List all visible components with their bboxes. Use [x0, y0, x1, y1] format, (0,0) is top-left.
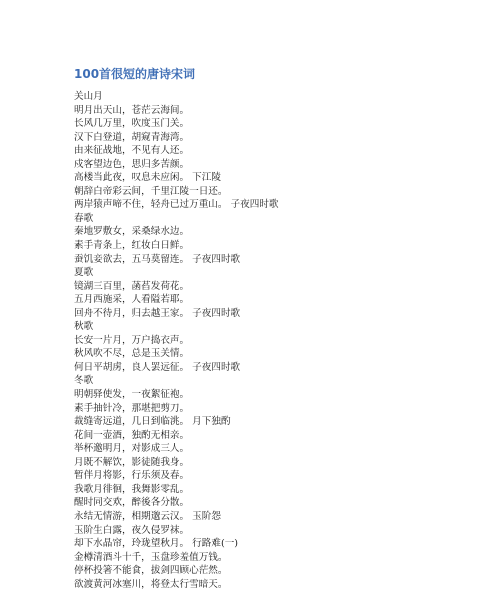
- document-title: 100首很短的唐诗宋词: [74, 67, 196, 81]
- poem-line: 戍客望边色，思归多苦颜。: [74, 158, 190, 170]
- poem-line: 素手青条上，红妆白日鲜。: [74, 240, 190, 252]
- poem-line: 春歌: [74, 212, 94, 224]
- poem-line: 举杯邀明月，对影成三人。: [74, 443, 190, 455]
- poem-line: 高楼当此夜，叹息未应闲。 下江陵: [74, 172, 221, 184]
- poem-line: 长风几万里，吹度玉门关。: [74, 118, 190, 130]
- poem-line: 由来征战地，不见有人还。: [74, 145, 190, 157]
- poem-line: 长安一片月，万户捣衣声。: [74, 334, 190, 346]
- poem-text-body: [74, 90, 279, 591]
- poem-line: 秦地罗敷女，采桑绿水边。: [74, 226, 190, 238]
- poem-line: 冬歌: [74, 375, 94, 387]
- poem-line: 暂伴月将影，行乐须及春。: [74, 470, 190, 482]
- poem-line: 关山月: [74, 91, 103, 102]
- poem-line: 停杯投箸不能食，拔剑四顾心茫然。: [74, 565, 228, 577]
- poem-line: 秋风吹不尽，总是玉关情。: [74, 348, 190, 360]
- poem-line: 醒时同交欢，醉後各分散。: [74, 497, 190, 509]
- poem-line: 却下水晶帘，玲珑望秋月。 行路难(一): [74, 538, 239, 550]
- poem-line: 月既不解饮，影徒随我身。: [74, 456, 190, 468]
- poem-line: 明朝驿使发，一夜絮征袍。: [74, 389, 190, 401]
- poem-line: 欲渡黄河冰塞川，将登太行雪暗天。: [74, 578, 228, 590]
- poem-line: 金樽清酒斗十千，玉盘珍羞值万钱。: [74, 551, 228, 563]
- poem-line: 汉下白登道，胡窥青海湾。: [74, 131, 190, 143]
- poem-line: 何日平胡虏，良人罢远征。 子夜四时歌: [74, 361, 241, 373]
- poem-line: 镜湖三百里，菡萏发荷花。: [74, 280, 190, 292]
- poem-line: 两岸猿声啼不住，轻舟已过万重山。 子夜四时歌: [74, 199, 279, 211]
- poem-line: 我歌月徘徊，我舞影零乱。: [74, 483, 190, 495]
- poem-line: 朝辞白帝彩云间，千里江陵一日还。: [74, 185, 228, 197]
- poem-line: 素手抽针冷，那堪把剪刀。: [74, 402, 190, 414]
- poem-line: 永结无情游，相期邈云汉。 玉阶怨: [74, 510, 221, 522]
- poem-line: 夏歌: [74, 267, 94, 279]
- poem-line: 秋歌: [74, 321, 94, 333]
- poem-line: 蚕饥妾欲去，五马莫留连。 子夜四时歌: [74, 253, 241, 265]
- poem-line: 玉阶生白露，夜久侵罗袜。: [74, 524, 190, 536]
- poem-line: 回舟不待月，归去越王家。 子夜四时歌: [74, 307, 241, 319]
- poem-line: 花间一壶酒，独酌无相亲。: [74, 429, 190, 441]
- poem-line: 五月西施采，人看隘若耶。: [74, 294, 190, 306]
- poem-line: 裁缝寄远道，几日到临洮。 月下独酌: [74, 416, 231, 428]
- poem-line: 明月出天山，苍茫云海间。: [74, 104, 190, 116]
